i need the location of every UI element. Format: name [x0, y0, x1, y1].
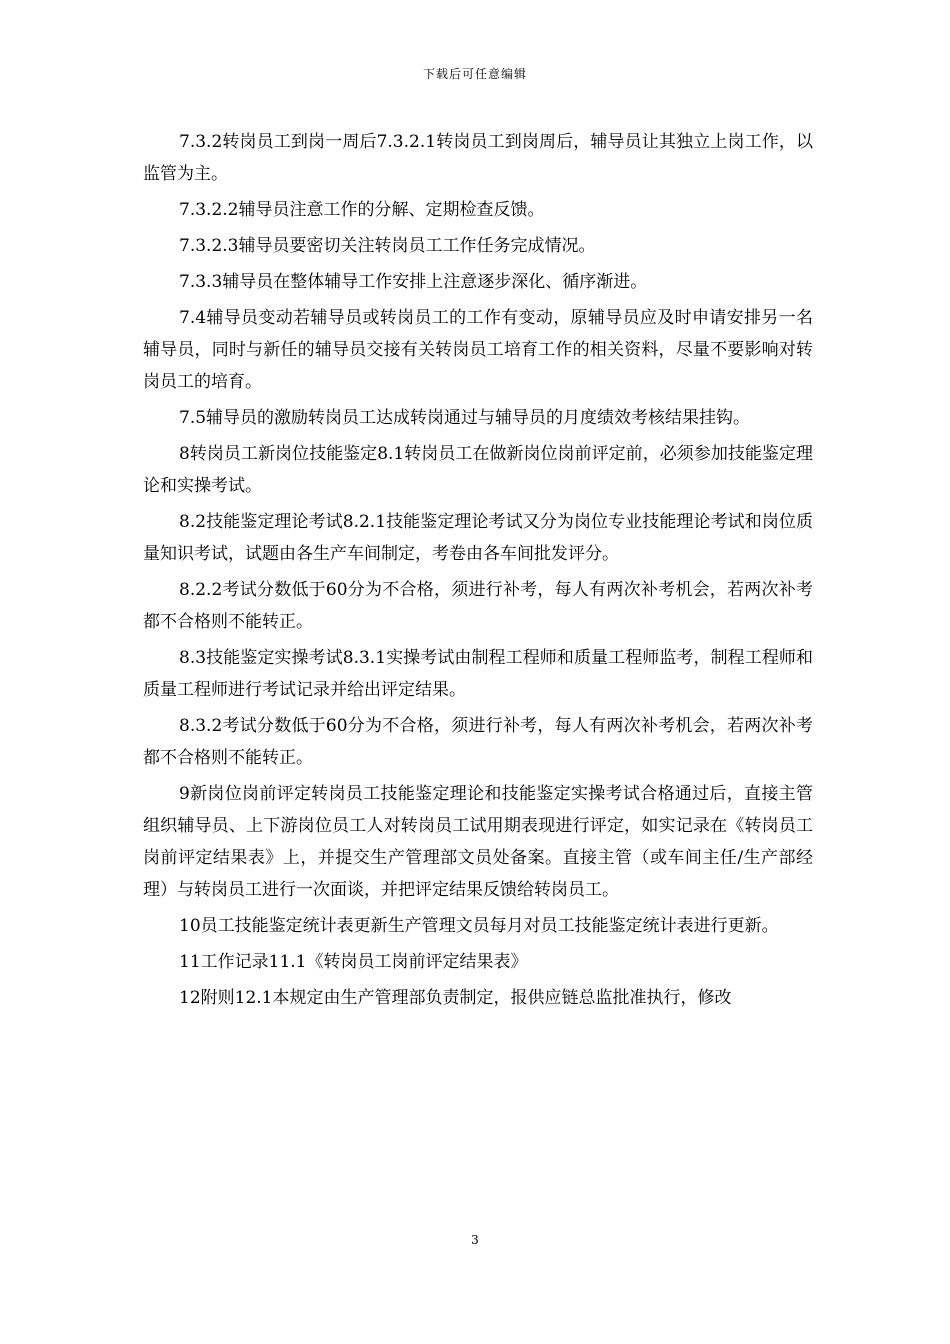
paragraph-8-3: 8.3技能鉴定实操考试8.3.1实操考试由制程工程师和质量工程师监考，制程工程师和质量工程师进行考试记录并给出评定结果。 — [143, 648, 813, 700]
document-body — [143, 126, 813, 1018]
paragraph-10: 10员工技能鉴定统计表更新生产管理文员每月对员工技能鉴定统计表进行更新。 — [179, 916, 779, 936]
paragraph-8-2-2: 8.2.2考试分数低于60分为不合格，须进行补考，每人有两次补考机会，若两次补考都不合格则不能转正。 — [143, 580, 813, 632]
paragraph-7-3-3: 7.3.3辅导员在整体辅导工作安排上注意逐步深化、循序渐进。 — [179, 272, 648, 292]
paragraph-9: 9新岗位岗前评定转岗员工技能鉴定理论和技能鉴定实操考试合格通过后，直接主管组织辅导员、上下游岗位员工人对转岗员工试用期表现进行评定，如实记录在《转岗员工岗前评定结果表》上，并提交生产管理部文员处备案。直接主管（或车间主任/生产部经理）与转岗员工进行一次面谈，并把评定结果反馈给转岗员工。 — [143, 784, 813, 900]
page-number: 3 — [471, 1233, 479, 1247]
paragraph-11: 11工作记录11.1《转岗员工岗前评定结果表》 — [179, 952, 528, 972]
paragraph-7-3-2-3: 7.3.2.3辅导员要密切关注转岗员工工作任务完成情况。 — [179, 236, 596, 256]
paragraph-7-5: 7.5辅导员的激励转岗员工达成转岗通过与辅导员的月度绩效考核结果挂钩。 — [179, 408, 751, 428]
paragraph-7-4: 7.4辅导员变动若辅导员或转岗员工的工作有变动，原辅导员应及时申请安排另一名辅导员，同时与新任的辅导员交接有关转岗员工培育工作的相关资料，尽量不要影响对转岗员工的培育。 — [143, 308, 813, 392]
paragraph-8-3-2: 8.3.2考试分数低于60分为不合格，须进行补考，每人有两次补考机会，若两次补考都不合格则不能转正。 — [143, 716, 813, 768]
paragraph-7-3-2-2: 7.3.2.2辅导员注意工作的分解、定期检查反馈。 — [179, 200, 545, 220]
paragraph-7-3-2: 7.3.2转岗员工到岗一周后7.3.2.1转岗员工到岗周后，辅导员让其独立上岗工作，以监管为主。 — [143, 132, 813, 184]
paragraph-8: 8转岗员工新岗位技能鉴定8.1转岗员工在做新岗位岗前评定前，必须参加技能鉴定理论和实操考试。 — [143, 444, 813, 496]
paragraph-12: 12附则12.1本规定由生产管理部负责制定，报供应链总监批准执行，修改 — [179, 988, 732, 1008]
paragraph-8-2: 8.2技能鉴定理论考试8.2.1技能鉴定理论考试又分为岗位专业技能理论考试和岗位质量知识考试，试题由各生产车间制定，考卷由各车间批发评分。 — [143, 512, 813, 564]
page-header: 下载后可任意编辑 — [422, 67, 527, 81]
